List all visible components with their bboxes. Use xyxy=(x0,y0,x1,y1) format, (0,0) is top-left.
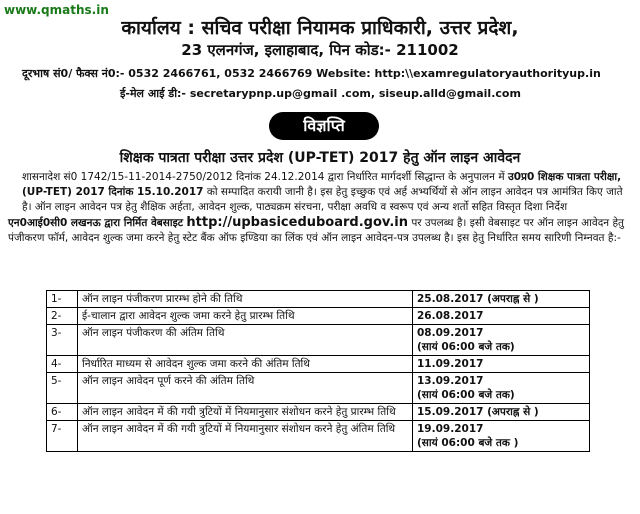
row-date-cell xyxy=(413,373,590,404)
paragraph-1 xyxy=(8,170,628,215)
notice-subject: शिक्षक पात्रता परीक्षा उत्तर प्रदेश (UP-TET) 2017 हेतु ऑन लाइन आवेदन xyxy=(119,150,521,166)
table-row xyxy=(47,373,590,404)
table-row xyxy=(47,308,590,325)
para3-text: पर उपलब्ध है। इसी वेबसाइट पर ऑन लाइन आवेदन हेतु पंजीकरण फॉर्म, आवेदन शुल्क जमा करने हेतु स्टेट बैंक ऑफ इण्डिया का लिंक एवं ऑन लाइन आवेदन-पत्र उपलब्ध है। इस हेतु निर्धारित समय सारिणी निम्नवत है:- xyxy=(8,217,625,244)
row-description: ऑन लाइन पंजीकरण की अंतिम तिथि xyxy=(78,325,413,356)
table-row xyxy=(47,325,590,356)
table-row xyxy=(47,404,590,421)
row-description: निर्धारित माध्यम से आवेदन शुल्क जमा करने की अंतिम तिथि xyxy=(78,356,413,373)
row-description: ऑन लाइन आवेदन में की गयी त्रुटियों में नियमानुसार संशोधन करने हेतु अंतिम तिथि xyxy=(78,421,413,452)
schedule-table xyxy=(46,290,590,452)
row-date-cell xyxy=(413,356,590,373)
notice-body xyxy=(8,170,628,246)
para1-end: को सम्पादित करायी जानी है। xyxy=(206,186,317,198)
row-date-cell xyxy=(413,404,590,421)
exam-date-text: उ0प्र0 शिक्षक पात्रता परीक्षा, (UP-TET) 2017 दिनांक 15.10.2017 xyxy=(22,171,622,198)
notice-badge: विज्ञप्ति xyxy=(269,112,379,140)
row-date-cell xyxy=(413,421,590,452)
row-date: 11.09.2017 xyxy=(417,358,484,370)
watermark: www.qmaths.in xyxy=(4,3,109,17)
office-title: कार्यालय : सचिव परीक्षा नियामक प्राधिकारी, उत्तर प्रदेश, xyxy=(121,17,519,39)
row-number: 6- xyxy=(47,404,78,421)
row-description: ऑन लाइन आवेदन में की गयी त्रुटियों में नियमानुसार संशोधन करने हेतु प्रारम्भ तिथि xyxy=(78,404,413,421)
row-number: 1- xyxy=(47,291,78,308)
phone-website-line: दूरभाष सं0/ फैक्स नं0:- 0532 2466761, 0532 2466769 Website: http:\\examregulatoryauthorityup.in xyxy=(22,67,601,80)
table-row xyxy=(47,291,590,308)
row-description: ऑन लाइन पंजीकरण प्रारम्भ होने की तिथि xyxy=(78,291,413,308)
row-date-note: (सायं 06:00 बजे तक) xyxy=(417,389,515,401)
row-number: 5- xyxy=(47,373,78,404)
row-number: 3- xyxy=(47,325,78,356)
row-date-note: (सायं 06:00 बजे तक) xyxy=(417,341,515,353)
row-description: ई-चालान द्वारा आवेदन शुल्क जमा करने हेतु प्रारम्भ तिथि xyxy=(78,308,413,325)
nic-text: एन0आई0सी0 लखनऊ द्वारा निर्मित वेबसाइट xyxy=(8,217,184,229)
row-date-cell xyxy=(413,308,590,325)
row-date: 08.09.2017 xyxy=(417,327,484,339)
row-date: 19.09.2017 xyxy=(417,423,484,435)
row-date: 15.09.2017 (अपराह्न से ) xyxy=(417,406,539,418)
paragraph-2 xyxy=(8,215,628,246)
website-link[interactable]: http://upbasiceduboard.gov.in xyxy=(186,215,408,230)
office-address: 23 एलनगंज, इलाहाबाद, पिन कोड:- 211002 xyxy=(181,41,459,59)
table-row xyxy=(47,421,590,452)
para2-text: इस हेतु इच्छुक एवं अर्ह अभ्यर्थियों से ऑन लाइन आवेदन पत्र आमंत्रित किए जाते है। ऑन लाइन आवेदन पत्र हेतु शैक्षिक अर्हता, आवेदन शुल्क, पाठ्यक्रम संरचना, परीक्षा अवधि व स्वरूप एवं अन्य शर्तो सहित विस्तृत दिशा निर्देश xyxy=(22,186,623,213)
email-line: ई-मेल आई डी:- secretarypnp.up@gmail .com, siseup.alld@gmail.com xyxy=(120,87,521,100)
row-number: 7- xyxy=(47,421,78,452)
row-date: 13.09.2017 xyxy=(417,375,484,387)
table-row xyxy=(47,356,590,373)
row-description: ऑन लाइन आवेदन पूर्ण करने की अंतिम तिथि xyxy=(78,373,413,404)
row-number: 2- xyxy=(47,308,78,325)
para1-text: शासनादेश सं0 1742/15-11-2014-2750/2012 दिनांक 24.12.2014 द्वारा निर्धारित मार्गदर्शी सिद्धान्त के अनुपालन में xyxy=(22,171,505,183)
row-date: 26.08.2017 xyxy=(417,310,484,322)
row-date: 25.08.2017 (अपराह्न से ) xyxy=(417,293,539,305)
row-date-cell xyxy=(413,291,590,308)
row-date-note: (सायं 06:00 बजे तक ) xyxy=(417,437,519,449)
row-number: 4- xyxy=(47,356,78,373)
row-date-cell xyxy=(413,325,590,356)
